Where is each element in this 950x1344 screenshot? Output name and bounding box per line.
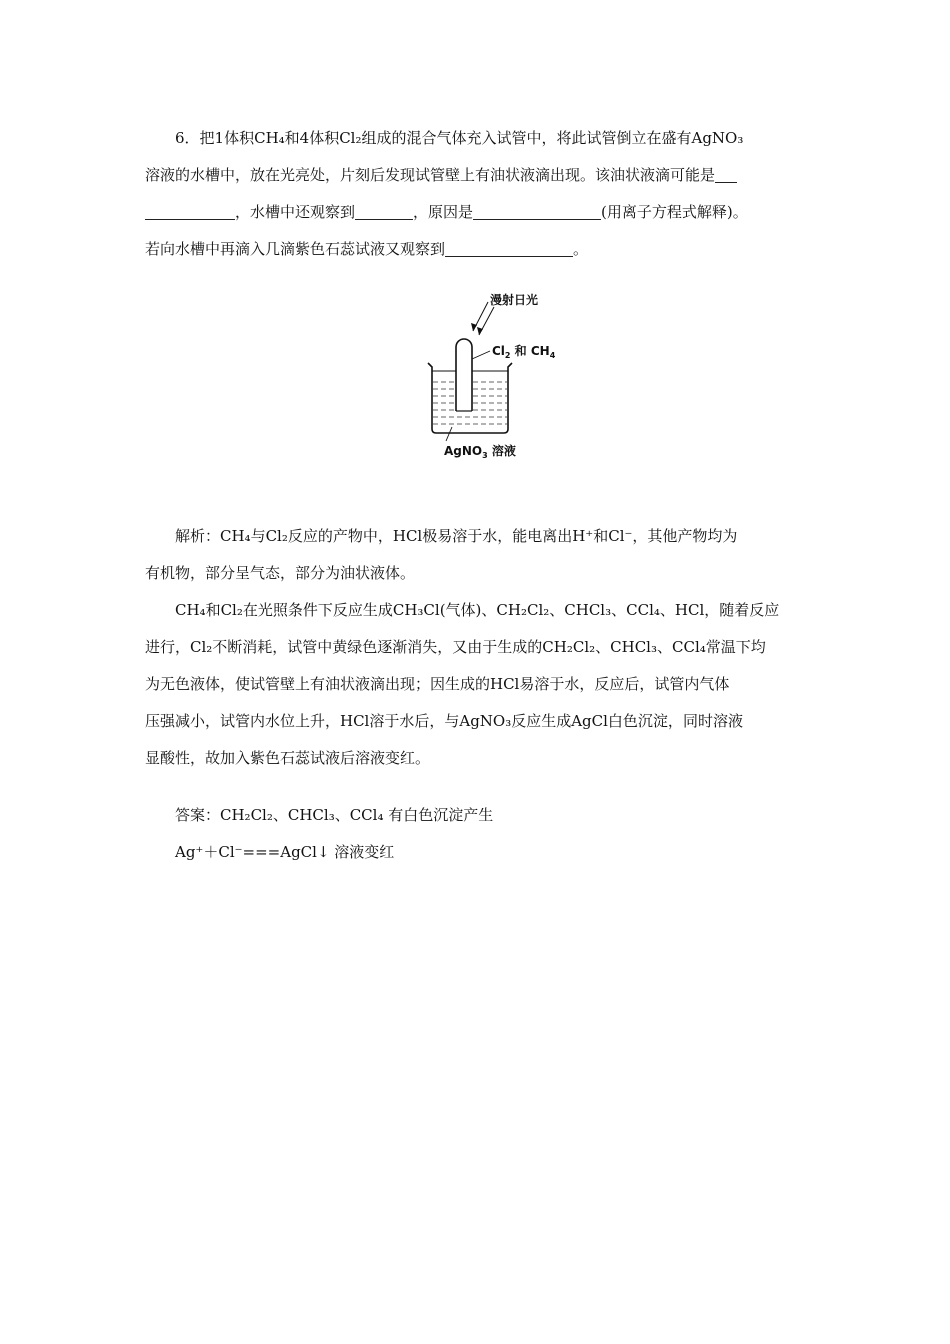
question-line-4 bbox=[145, 231, 810, 268]
analysis-block bbox=[145, 518, 810, 777]
question-text-2: 溶液的水槽中，放在光亮处，片刻后发现试管壁上有油状液滴出现。该油状液滴可能是 bbox=[145, 166, 716, 184]
question-text-3b: ，原因是 bbox=[413, 203, 474, 221]
answer-line-1: 答案：CH₂Cl₂、CHCl₃、CCl₄ 有白色沉淀产生 bbox=[175, 806, 494, 824]
answer-blank-1b[interactable] bbox=[145, 201, 235, 220]
analysis-p2-line-4: 压强减小，试管内水位上升，HCl溶于水后，与AgNO₃反应生成AgCl白色沉淀，同时溶液 bbox=[145, 712, 743, 730]
answer-blank-4[interactable] bbox=[445, 238, 573, 257]
analysis-p2-line-1: CH₄和Cl₂在光照条件下反应生成CH₃Cl(气体)、CH₂Cl₂、CHCl₃、CCl₄、HCl，随着反应 bbox=[175, 601, 780, 619]
question-line-2 bbox=[145, 157, 810, 194]
analysis-p2-line-3: 为无色液体，使试管壁上有油状液滴出现；因生成的HCl易溶于水，反应后，试管内气体 bbox=[145, 675, 730, 693]
test-tube bbox=[456, 339, 472, 411]
apparatus-diagram bbox=[420, 285, 590, 470]
question-block bbox=[145, 120, 810, 268]
question-line-1 bbox=[145, 120, 810, 157]
question-text-1: 把1体积CH₄和4体积Cl₂组成的混合气体充入试管中，将此试管倒立在盛有AgNO₃ bbox=[199, 129, 744, 147]
diagram-solution-label: AgNO$_3$ 溶液 bbox=[444, 444, 516, 460]
analysis-p1-line-2: 有机物，部分呈气态，部分为油状液体。 bbox=[145, 564, 416, 582]
diagram-light-label: 漫射日光 bbox=[490, 293, 539, 307]
question-text-4b: 。 bbox=[573, 240, 589, 258]
question-text-3c: (用离子方程式解释)。 bbox=[601, 203, 748, 221]
gas-leader-line bbox=[472, 351, 490, 359]
analysis-p2-line-5: 显酸性，故加入紫色石蕊试液后溶液变红。 bbox=[145, 749, 431, 767]
question-text-4a: 若向水槽中再滴入几滴紫色石蕊试液又观察到 bbox=[145, 240, 446, 258]
question-text-3a: ，水槽中还观察到 bbox=[235, 203, 356, 221]
answer-blank-2[interactable] bbox=[355, 201, 413, 220]
question-line-3 bbox=[145, 194, 810, 231]
answer-blank-3[interactable] bbox=[473, 201, 601, 220]
answer-block bbox=[145, 797, 810, 871]
diagram-gas-label: $Cl_2$ 和 $CH_4$ bbox=[492, 344, 556, 360]
answer-line-2: Ag⁺＋Cl⁻===AgCl↓ 溶液变红 bbox=[175, 843, 395, 861]
answer-blank-1a[interactable] bbox=[715, 164, 737, 183]
analysis-p2-line-2: 进行，Cl₂不断消耗，试管中黄绿色逐渐消失，又由于生成的CH₂Cl₂、CHCl₃、CCl₄常温下均 bbox=[145, 638, 766, 656]
question-number: 6． bbox=[175, 129, 200, 147]
solution-leader-line bbox=[446, 427, 452, 441]
analysis-p1-line-1: 解析：CH₄与Cl₂反应的产物中，HCl极易溶于水，能电离出H⁺和Cl⁻，其他产物均为 bbox=[175, 527, 738, 545]
